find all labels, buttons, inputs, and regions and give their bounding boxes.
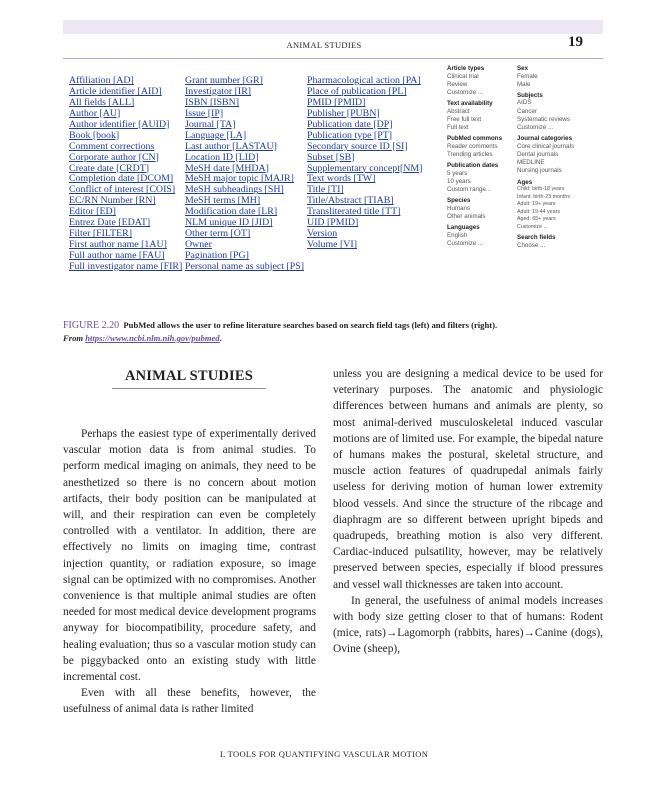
figure-screenshot	[63, 61, 603, 314]
search-tag-link[interactable]: Conflict of interest [COIS]	[69, 184, 176, 196]
filter-option[interactable]: Full text	[447, 124, 469, 132]
filter-option[interactable]: Reader comments	[447, 142, 498, 150]
body-paragraph: In general, the usefulness of animal models increases with body size getting closer to that of humans: Rodent (mice, rats)→Lagomorph (rabbits, hares)→Canine (dogs), Ovine (sheep),	[333, 594, 603, 656]
filter-option[interactable]: Other animals	[447, 212, 486, 220]
body-paragraph: unless you are designing a medical device to be used for veterinary purposes. The anatomic and physiologic differences between humans and animals are plenty, so most animal-derived musculoskeletal induced vascular motions are of limited use. For example, the bipedal nature of humans makes the postural, skeletal structure, and muscle action features of quadrupedal animals fairly useless for deriving motion of human lower extremity blood vessels. And since the structure of the ribcage and diaphragm are so different between upright bipeds and quadrupeds, breathing motion is also very different. Cardiac-induced pulsatility, however, may be relatively preserved between species, especially if blood pressures and vessel wall thicknesses are taken into account.	[333, 368, 603, 591]
footer-text: I. TOOLS FOR QUANTIFYING VASCULAR MOTION	[219, 749, 429, 759]
filter-option[interactable]: Aged: 65+ years	[517, 216, 556, 223]
search-tag-link[interactable]: Modification date [LR]	[185, 206, 278, 218]
caption-source-link[interactable]: https://www.ncbi.nlm.nih.gov/pubmed	[85, 333, 220, 343]
filter-option[interactable]: Cancer	[517, 107, 537, 115]
filter-group-title: Subjects	[517, 91, 543, 99]
search-tag-link	[307, 262, 447, 273]
filter-option[interactable]: Abstract	[447, 107, 470, 115]
filter-group-title: Article types	[447, 65, 485, 72]
search-tag-link[interactable]: Affiliation [AD]	[69, 75, 134, 86]
search-tag-link[interactable]: Editor [ED]	[69, 206, 116, 218]
search-tag-link[interactable]: Journal [TA]	[185, 118, 236, 130]
filter-group	[517, 65, 601, 89]
figure-caption	[63, 319, 603, 344]
search-field-tags	[69, 76, 447, 273]
search-tag-link[interactable]: Publisher [PUBN]	[307, 107, 380, 119]
filter-option[interactable]: Customize ...	[447, 88, 484, 96]
caption-from: From	[63, 333, 84, 343]
filter-option[interactable]: Male	[517, 80, 531, 88]
filter-column-right	[517, 65, 601, 253]
filter-group	[447, 100, 515, 132]
search-tag-link[interactable]: Author identifier [AUID]	[69, 118, 170, 130]
body-column-left	[63, 426, 316, 718]
section-heading: ANIMAL STUDIES	[124, 368, 254, 384]
filter-group-title: Search fields	[517, 234, 556, 242]
filter-group	[517, 135, 601, 175]
search-tag-link[interactable]: Issue [IP]	[185, 107, 224, 119]
search-tag-link[interactable]: Version	[307, 228, 338, 240]
filter-option[interactable]: English	[447, 231, 468, 239]
search-tag-link[interactable]: Publication date [DP]	[307, 118, 393, 130]
running-title: ANIMAL STUDIES	[286, 40, 362, 50]
filter-option[interactable]: Nursing journals	[517, 167, 562, 175]
search-tag-link[interactable]: Comment corrections	[69, 140, 155, 152]
search-tag-link[interactable]: Personal name as subject [PS]	[185, 260, 305, 272]
search-tag-link[interactable]: Volume [VI]	[307, 239, 358, 251]
filter-group	[517, 234, 601, 250]
header-band	[63, 20, 603, 34]
filter-group	[447, 162, 515, 194]
filter-group	[447, 135, 515, 159]
filter-group-title: Text availability	[447, 100, 493, 108]
filter-option[interactable]: Infant: birth-23 months	[517, 193, 570, 200]
search-tag-link[interactable]: All fields [ALL]	[69, 96, 135, 108]
search-tag-link[interactable]: Author [AU]	[69, 107, 121, 119]
search-tag-link[interactable]: MeSH date [MHDA]	[185, 162, 269, 174]
filter-column-left	[447, 65, 515, 251]
search-tag-link[interactable]: Location ID [LID]	[185, 151, 259, 163]
filter-option[interactable]: Custom range...	[447, 186, 492, 194]
search-tag-link[interactable]: Owner	[185, 239, 212, 251]
search-tag-link[interactable]: Full investigator name [FIR]	[69, 260, 183, 272]
header-divider	[63, 58, 603, 59]
search-tag-link[interactable]: Last author [LASTAU]	[185, 140, 277, 152]
filter-option[interactable]: Core clinical journals	[517, 142, 575, 150]
section-heading-rule	[112, 388, 266, 389]
filter-group	[517, 92, 601, 132]
filter-option[interactable]: Customize ...	[517, 223, 548, 230]
filter-group-title: PubMed commons	[447, 135, 503, 143]
page-number: 19	[568, 34, 583, 50]
filter-option[interactable]: Child: birth-18 years	[517, 186, 565, 193]
search-tag-link[interactable]: Article identifier [AID]	[69, 85, 162, 97]
search-tag-link[interactable]: Language [LA]	[185, 129, 247, 141]
filter-group-title: Species	[447, 197, 471, 205]
search-tag-link[interactable]: Other term [OT]	[185, 228, 251, 240]
filter-option[interactable]: Systematic reviews	[517, 115, 570, 123]
filter-option[interactable]: 5 years	[447, 169, 468, 177]
filter-group	[447, 65, 515, 97]
filter-option[interactable]: Clinical trial	[447, 72, 479, 80]
search-tag-link[interactable]: Book [book]	[69, 129, 120, 141]
search-tag-link[interactable]: UID [PMID]	[307, 217, 359, 229]
caption-end: .	[219, 333, 222, 343]
search-tag-link[interactable]: Publication type [PT]	[307, 129, 393, 141]
search-tag-link[interactable]: Grant number [GR]	[185, 75, 263, 86]
search-tag-link[interactable]: Completion date [DCOM]	[69, 173, 174, 185]
filter-option[interactable]: Dental journals	[517, 150, 559, 158]
search-tag-link[interactable]: Pharmacological action [PA]	[307, 75, 421, 86]
filter-option[interactable]: Trending articles	[447, 150, 493, 158]
filter-option[interactable]: Humans	[447, 204, 471, 212]
filter-option[interactable]: Customize ...	[447, 239, 484, 247]
search-tag-link[interactable]: Corporate author [CN]	[69, 151, 159, 163]
search-tag-link[interactable]: PMID [PMID]	[307, 96, 366, 108]
filter-group-title: Sex	[517, 65, 529, 72]
caption-text: PubMed allows the user to refine literature searches based on search field tags (left) and filters (right).	[123, 320, 498, 330]
search-tag-link[interactable]: NLM unique ID [JID]	[185, 217, 273, 229]
filter-group-title: Publication dates	[447, 162, 499, 170]
search-tag-link[interactable]: Full author name [FAU]	[69, 250, 165, 261]
body-paragraph: Perhaps the easiest type of experimentally derived vascular motion data is from animal studies. To perform medical imaging on animals, they need to be anesthetized so there is no concern about motion artifacts, their body position can be manipulated at will, and their respiration can even be completely controlled with a ventilator. In addition, there are effectively no limits on imaging time, contrast injection quantity, or radiation exposure, so image signal can be optimized with no compromises. Another convenience is that multiple animal studies are often needed for most medical device development programs anyway for biocompatibility, procedure safety, and healing evaluation; thus so a vascular motion study can be piggybacked onto an existing study with little incremental cost.	[63, 428, 316, 684]
body-paragraph: Even with all these benefits, however, the usefulness of animal data is rather limited	[63, 687, 316, 716]
search-tag-link[interactable]: Investigator [IR]	[185, 85, 252, 97]
figure-label: FIGURE 2.20	[63, 320, 120, 331]
filter-option[interactable]: Adult: 19+ years	[517, 201, 556, 208]
search-tag-link[interactable]: Title [TI]	[307, 184, 344, 196]
search-tag-link[interactable]: MeSH major topic [MAJR]	[185, 173, 294, 185]
search-tag-link[interactable]: MeSH subheadings [SH]	[185, 184, 284, 196]
search-tag-link[interactable]: Filter [FILTER]	[69, 228, 132, 240]
search-tag-link[interactable]: Secondary source ID [SI]	[307, 140, 408, 152]
search-tag-link[interactable]: Title/Abstract [TIAB]	[307, 195, 394, 207]
search-tag-link[interactable]: Text words [TW]	[307, 173, 376, 185]
filter-option[interactable]: Adult: 19-44 years	[517, 208, 560, 215]
filter-option[interactable]: 10 years	[447, 177, 471, 185]
filter-group-title: Languages	[447, 224, 480, 232]
filter-group	[517, 179, 601, 232]
filter-option[interactable]: Female	[517, 72, 538, 80]
search-tag-link[interactable]: Subset [SB]	[307, 151, 355, 163]
search-tag-link[interactable]: Supplementary concept[NM]	[307, 162, 423, 174]
filter-option[interactable]: AIDS	[517, 99, 532, 107]
search-tag-link[interactable]: Pagination [PG]	[185, 250, 249, 261]
search-tag-link[interactable]: ISBN [ISBN]	[185, 96, 240, 108]
search-tag-link[interactable]: Place of publication [PL]	[307, 85, 407, 97]
filter-option[interactable]: Review	[447, 80, 468, 88]
filter-group-title: Journal categories	[517, 135, 573, 143]
filter-option[interactable]: Customize ...	[517, 124, 554, 132]
search-tag-link[interactable]: EC/RN Number [RN]	[69, 195, 156, 207]
search-tag-link[interactable]: MeSH terms [MH]	[185, 195, 261, 207]
search-tag-link	[307, 251, 447, 262]
filter-group	[447, 197, 515, 221]
search-tag-link[interactable]: Transliterated title [TT]	[307, 206, 401, 218]
body-column-right	[333, 366, 603, 658]
search-tag-link[interactable]: Create date [CRDT]	[69, 162, 150, 174]
filter-option[interactable]: MEDLINE	[517, 159, 545, 167]
filter-group	[447, 224, 515, 248]
search-tag-link[interactable]: First author name [1AU]	[69, 239, 167, 251]
filter-option[interactable]: Choose ...	[517, 241, 546, 249]
filter-group-title: Ages	[517, 178, 533, 186]
search-tag-link[interactable]: Entrez Date [EDAT]	[69, 217, 151, 229]
filter-option[interactable]: Free full text	[447, 115, 482, 123]
